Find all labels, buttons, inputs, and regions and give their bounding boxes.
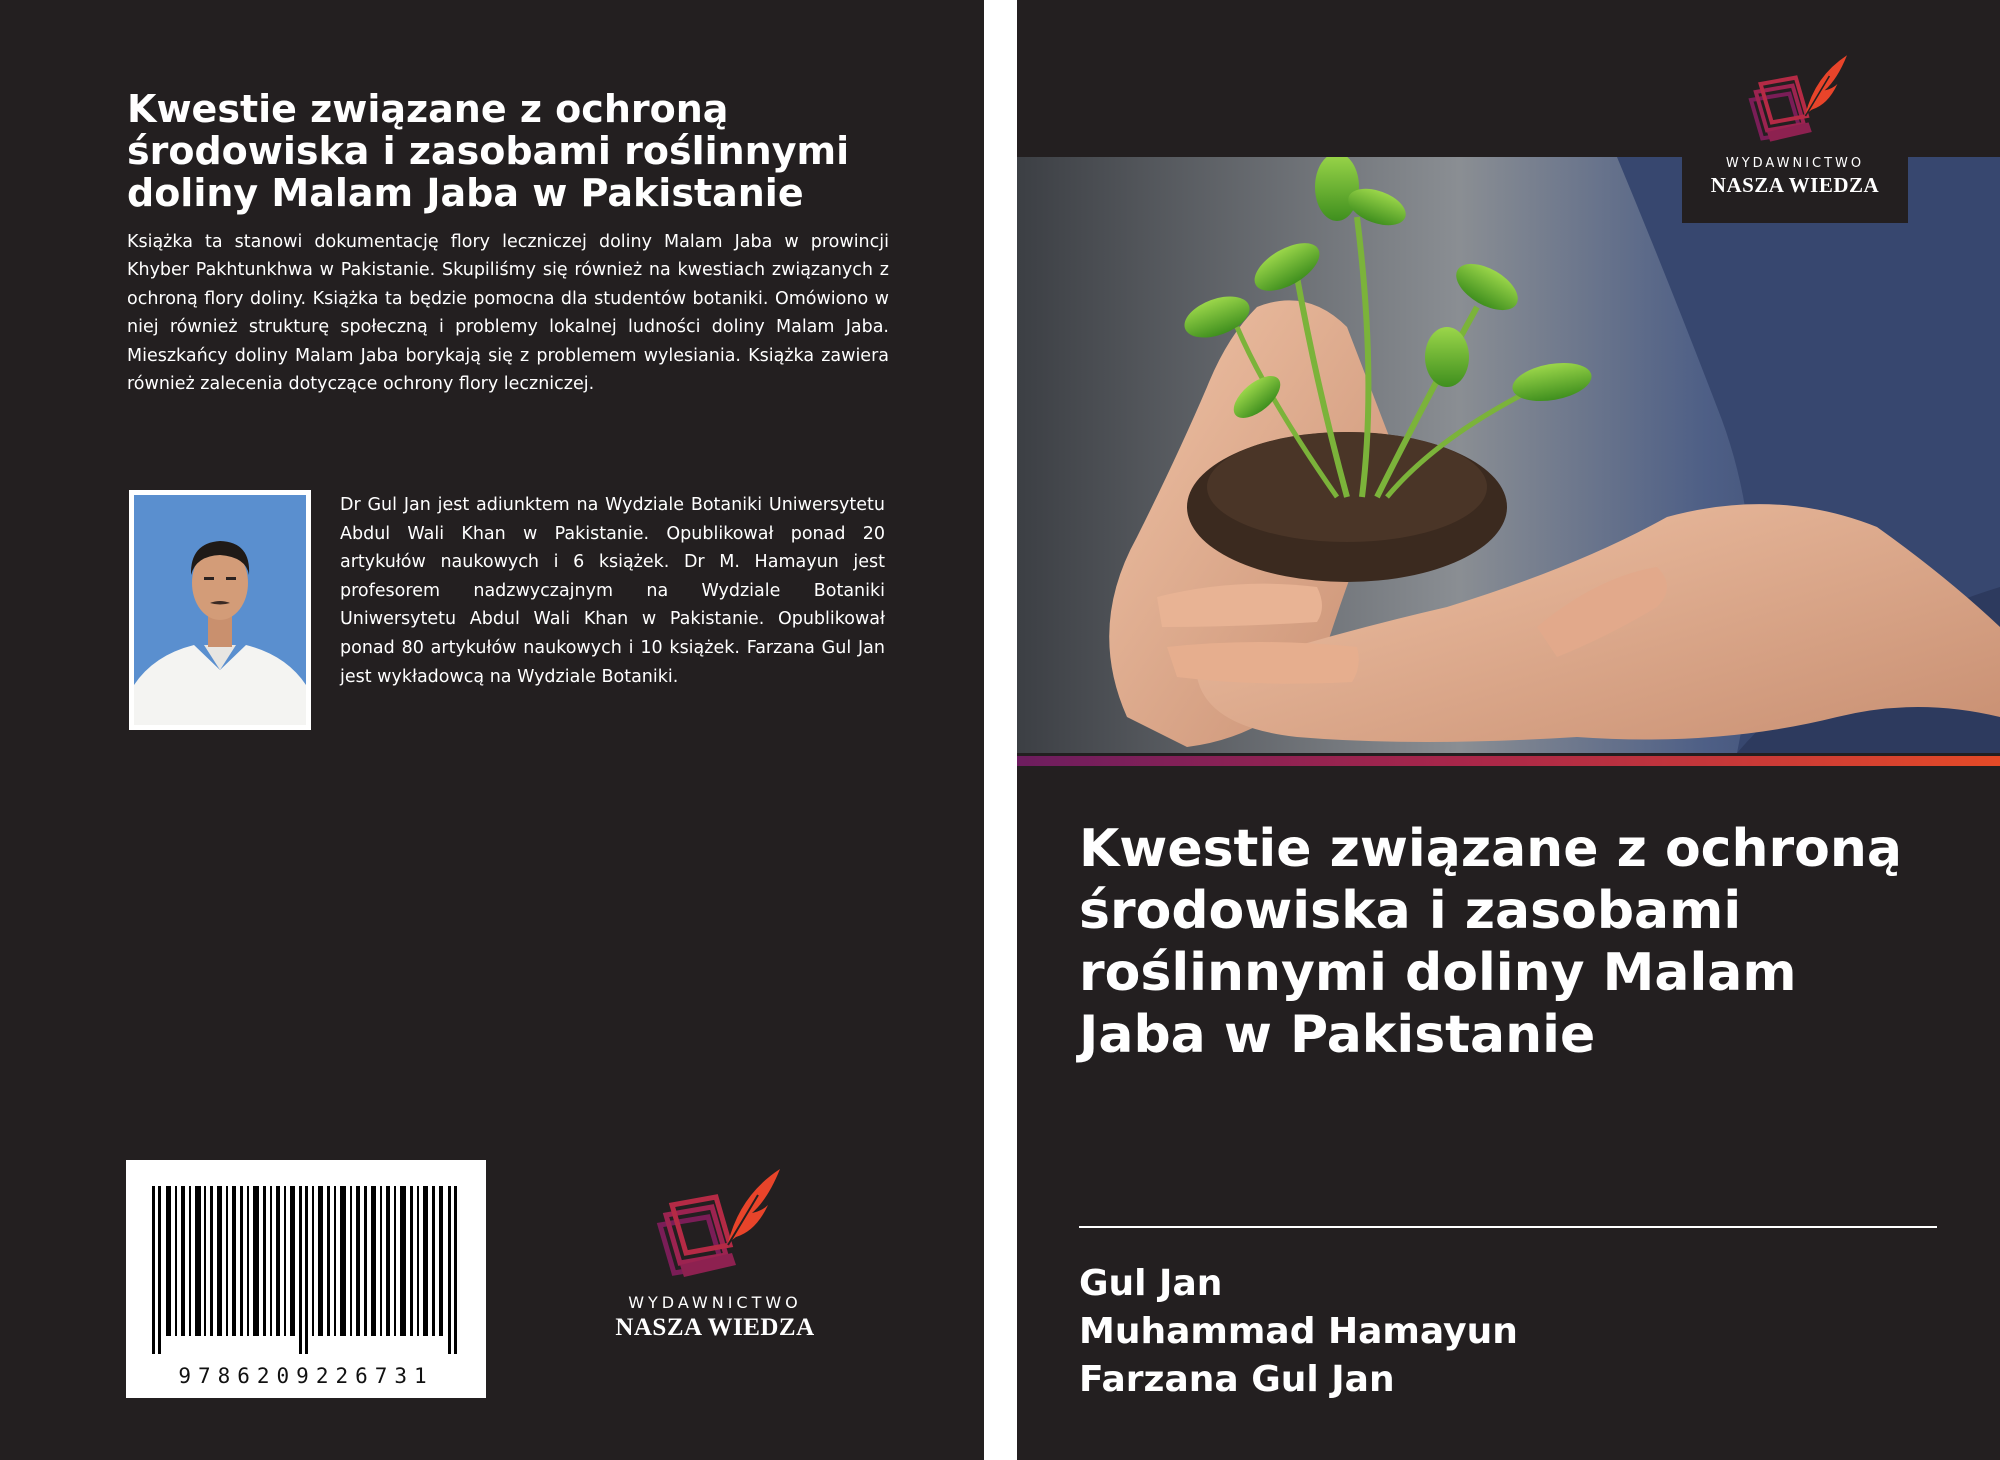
author-name: Gul Jan (1079, 1263, 1223, 1304)
accent-gradient-bar (1017, 756, 2000, 766)
publisher-name-line1: WYDAWNICTWO (628, 1293, 802, 1312)
isbn-barcode (126, 1160, 486, 1398)
barcode-bars (148, 1186, 464, 1354)
book-with-quill-icon (640, 1165, 790, 1285)
publisher-logo-back (580, 1165, 850, 1355)
publisher-name-line1: WYDAWNICTWO (1725, 156, 1865, 171)
divider-line (1079, 1226, 1937, 1228)
back-cover (0, 0, 984, 1460)
book-description: Książka ta stanowi dokumentację flory leczniczej doliny Malam Jaba w prowincji Khyber Pakhtunkhwa w Pakistanie. Skupiliśmy się również na kwestiach związanych z ochroną flory doliny. Książka ta będzie pomocna dla studentów botaniki. Omówiono w niej również strukturę społeczną i problemy lokalnej ludności doliny Malam Jaba. Mieszkańcy doliny Malam Jaba borykają się z problemem wylesiania. Książka zawiera również zalecenia dotyczące ochrony flory leczniczej. (127, 232, 889, 395)
back-cover-title: Kwestie związane z ochroną środowiska i zasobami roślinnymi doliny Malam Jaba w Pakistanie (127, 87, 850, 215)
publisher-name-line2: NASZA WIEDZA (615, 1314, 815, 1341)
publisher-logo-front (1682, 50, 1908, 223)
cover-photo-hands-with-seedling (1017, 157, 2000, 753)
front-cover-title: Kwestie związane z ochroną środowiska i zasobami roślinnymi doliny Malam Jaba w Pakistanie (1079, 819, 1902, 1065)
publisher-name-line2: NASZA WIEDZA (1710, 173, 1880, 197)
front-cover (1017, 0, 2000, 1460)
author-portrait-image (134, 495, 306, 725)
hands-seedling-image (1017, 157, 2000, 753)
author-name: Muhammad Hamayun (1079, 1311, 1518, 1352)
author-list (1079, 1260, 1518, 1404)
spine-gap (984, 0, 1017, 1460)
author-name: Farzana Gul Jan (1079, 1359, 1395, 1400)
authors-bio: Dr Gul Jan jest adiunktem na Wydziale Botaniki Uniwersytetu Abdul Wali Khan w Pakistanie. Opublikował ponad 20 artykułów naukowych i 6 książek. Dr M. Hamayun jest profesorem nadzwyczajnym na Wydziale Botaniki Uniwersytetu Abdul Wali Khan w Pakistanie. Opublikował ponad 80 artykułów naukowych i 10 książek. Farzana Gul Jan jest wykładowcą na Wydziale Botaniki. (340, 495, 885, 687)
author-photo (129, 490, 311, 730)
book-with-quill-icon (1735, 50, 1855, 150)
isbn-number: 9786209226731 (178, 1364, 434, 1388)
